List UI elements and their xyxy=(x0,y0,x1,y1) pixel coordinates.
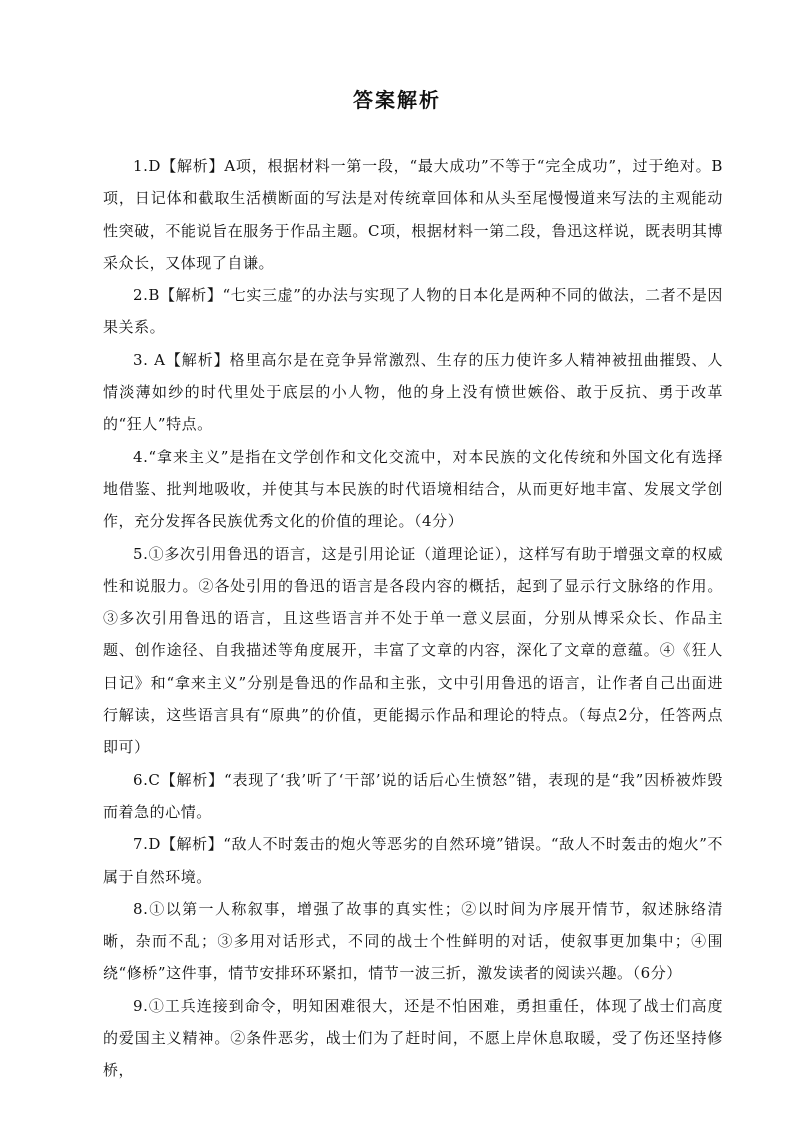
answer-item-8: 8.①以第一人称叙事，增强了故事的真实性；②以时间为序展开情节，叙述脉络清晰，杂而不乱；③多用对话形式，不同的战士个性鲜明的对话，使叙事更加集中；④围绕“修桥”这件事，情节安排环环紧扣，情节一波三折，激发读者的阅读兴趣。（6分） xyxy=(103,899,723,983)
answer-item-1: 1.D【解析】A项，根据材料一第一段，“最大成功”不等于“完全成功”，过于绝对。B项，日记体和截取生活横断面的写法是对传统章回体和从头至尾慢慢道来写法的主观能动性突破，不能说旨在服务于作品主题。C项，根据材料一第二段，鲁迅这样说，既表明其博采众长，又体现了自谦。 xyxy=(103,157,723,272)
answer-item-4: 4.“拿来主义”是指在文学创作和文化交流中，对本民族的文化传统和外国文化有选择地借鉴、批判地吸收，并使其与本民族的时代语境相结合，从而更好地丰富、发展文学创作，充分发挥各民族优秀文化的价值的理论。（4分） xyxy=(103,447,723,531)
answer-item-2: 2.B【解析】“七实三虚”的办法与实现了人物的日本化是两种不同的做法，二者不是因果关系。 xyxy=(103,286,723,337)
answer-item-3: 3. A【解析】格里高尔是在竞争异常激烈、生存的压力使许多人精神被扭曲摧毁、人情淡薄如纱的时代里处于底层的小人物，他的身上没有愤世嫉俗、敢于反抗、勇于改革的“狂人”特点。 xyxy=(103,350,723,434)
answer-item-5: 5.①多次引用鲁迅的语言，这是引用论证（道理论证），这样写有助于增强文章的权威性和说服力。②各处引用的鲁迅的语言是各段内容的概括，起到了显示行文脉络的作用。③多次引用鲁迅的语言，且这些语言并不处于单一意义层面，分别从博采众长、作品主题、创作途径、自我描述等角度展开，丰富了文章的内容，深化了文章的意蕴。④《狂人日记》和“拿来主义”分别是鲁迅的作品和主张，文中引用鲁迅的语言，让作者自己出面进行解读，这些语言具有“原典”的价值，更能揭示作品和理论的特点。（每点2分，任答两点即可） xyxy=(103,544,723,757)
answer-item-7: 7.D【解析】“敌人不时轰击的炮火等恶劣的自然环境”错误。“敌人不时轰击的炮火”不属于自然环境。 xyxy=(103,835,723,886)
answer-body xyxy=(103,150,723,1087)
page-title: 答案解析 xyxy=(353,88,441,112)
answer-item-9: 9.①工兵连接到命令，明知困难很大，还是不怕困难，勇担重任，体现了战士们高度的爱国主义精神。②条件恶劣，战士们为了赶时间，不愿上岸休息取暖，受了伤还坚持修桥， xyxy=(103,996,723,1080)
answer-item-6: 6.C【解析】“表现了‘我’听了‘干部’说的话后心生愤怒”错，表现的是“我”因桥被炸毁而着急的心情。 xyxy=(103,770,723,821)
